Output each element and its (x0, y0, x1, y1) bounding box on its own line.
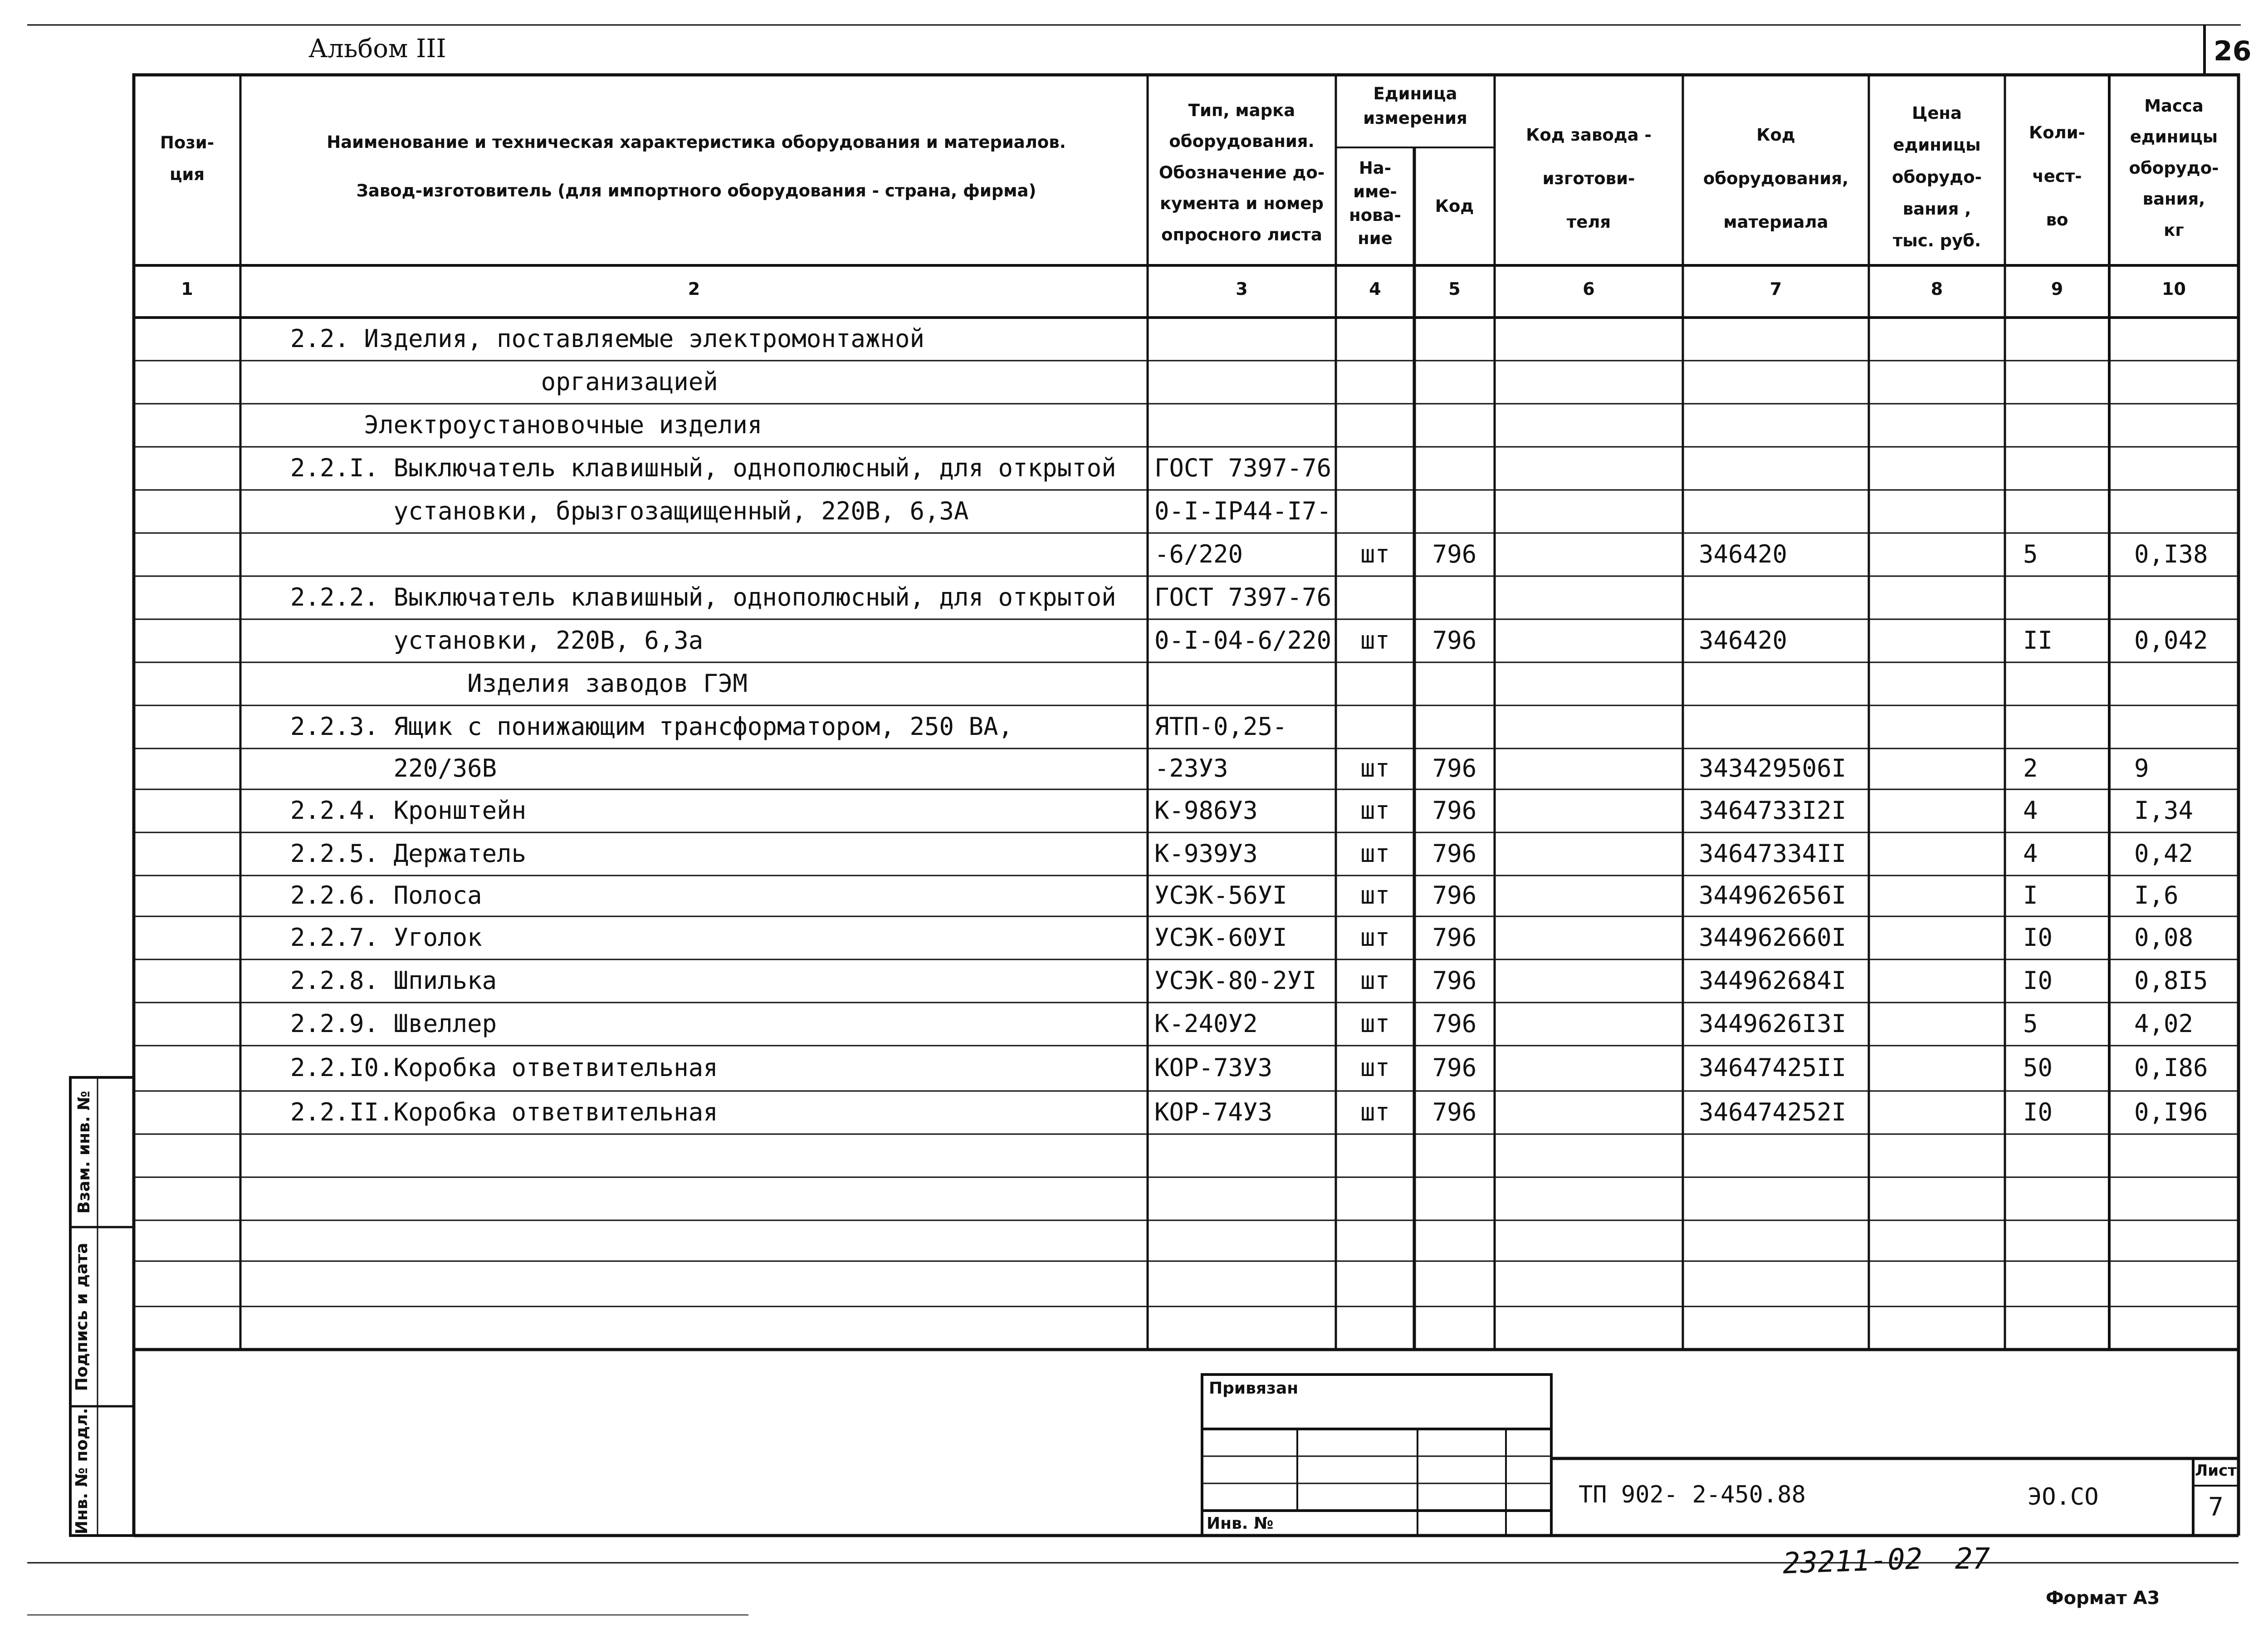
cell-name: 2.2.II.Коробка ответвительная (290, 1098, 718, 1126)
cell-code: 796 (1432, 796, 1477, 825)
colnum-9: 9 (2051, 279, 2063, 299)
header-col3: Тип, марка оборудования. Обозначение до- кумента и номер опросного листа (1158, 101, 1325, 245)
colnum-8: 8 (1931, 279, 1943, 299)
colnum-10: 10 (2162, 279, 2186, 299)
cell-code: 796 (1432, 839, 1477, 868)
doc-code: ТП 902- 2-450.88 (1579, 1481, 1806, 1508)
cell-qty: 50 (2023, 1053, 2053, 1082)
cell-name: 2.2.9. Швеллер (290, 1009, 497, 1038)
cell-type: -6/220 (1154, 540, 1243, 568)
cell-type: КОР-74УЗ (1154, 1098, 1273, 1126)
cell-type: К-939УЗ (1154, 839, 1258, 868)
cell-type: ГОСТ 7397-76 (1154, 454, 1332, 482)
cell-unit: шт (1360, 1009, 1390, 1038)
cell-unit: шт (1360, 881, 1390, 910)
cell-name: 2.2.4. Кронштейн (290, 796, 527, 825)
colnum-4: 4 (1369, 279, 1381, 299)
cell-qty: 5 (2023, 1009, 2038, 1038)
cell-qty: I0 (2023, 923, 2053, 952)
cell-name: Электроустановочные изделия (290, 411, 763, 439)
cell-type: К-240У2 (1154, 1009, 1258, 1038)
cell-unit: шт (1360, 839, 1390, 868)
cell-name: организацией (290, 367, 718, 396)
header-col2: Наименование и техническая характеристика оборудования и материалов. Завод-изготовитель (для импортного оборудования - страна, фирма) (327, 132, 1066, 201)
cell-unit: шт (1360, 923, 1390, 952)
header-col6: Код завода - изготови- теля (1526, 125, 1652, 232)
handwritten-number: 23211-02 (1782, 1542, 1923, 1581)
cell-equip: 344962684I (1699, 966, 1847, 995)
cell-type: ГОСТ 7397-76 (1154, 583, 1332, 612)
cell-qty: II (2023, 626, 2053, 655)
cell-mass: 0,8I5 (2134, 966, 2208, 995)
cell-unit: шт (1360, 1053, 1390, 1082)
format-label: Формат А3 (2046, 1588, 2160, 1609)
cell-code: 796 (1432, 881, 1477, 910)
colnum-2: 2 (688, 279, 700, 299)
cell-name: 2.2.I. Выключатель клавишный, однополюсный, для открытой (290, 454, 1116, 482)
cell-mass: 9 (2134, 754, 2149, 783)
cell-qty: 2 (2023, 754, 2038, 783)
header-col4: На- име- нова- ние (1349, 158, 1401, 249)
cell-code: 796 (1432, 754, 1477, 783)
cell-code: 796 (1432, 1098, 1477, 1126)
header-col7: Код оборудования, материала (1703, 125, 1849, 232)
cell-equip: 344962656I (1699, 881, 1847, 910)
cell-mass: I,34 (2134, 796, 2194, 825)
header-unit-group: Единица измерения (1363, 84, 1467, 128)
cell-name: 2.2.8. Шпилька (290, 966, 497, 995)
cell-code: 796 (1432, 626, 1477, 655)
cell-mass: I,6 (2134, 881, 2179, 910)
cell-type: УСЭК-56УI (1154, 881, 1287, 910)
cell-type: 0-I-IP44-I7- (1154, 497, 1332, 525)
header-col9: Коли- чест- во (2028, 123, 2086, 230)
header-col5: Код (1435, 196, 1474, 216)
cell-qty: I0 (2023, 966, 2053, 995)
cell-code: 796 (1432, 1053, 1477, 1082)
cell-qty: 5 (2023, 540, 2038, 568)
cell-equip: 3449626I3I (1699, 1009, 1847, 1038)
header-col8: Цена единицы оборудо- вания , тыс. руб. (1892, 103, 1982, 251)
cell-type: 0-I-04-6/220 (1154, 626, 1332, 655)
album-label: Альбом III (308, 34, 446, 64)
cell-type: -23УЗ (1154, 754, 1228, 783)
header-col10: Масса единицы оборудо- вания, кг (2129, 96, 2219, 240)
cell-equip: 34647334II (1699, 839, 1847, 868)
cell-equip: 346420 (1699, 626, 1788, 655)
cell-name: 2.2. Изделия, поставляемые электромонтажной (290, 324, 924, 353)
cell-qty: I (2023, 881, 2038, 910)
cell-type: УСЭК-80-2УI (1154, 966, 1317, 995)
cell-qty: 4 (2023, 796, 2038, 825)
cell-mass: 0,08 (2134, 923, 2194, 952)
cell-unit: шт (1360, 966, 1390, 995)
cell-code: 796 (1432, 1009, 1477, 1038)
cell-qty: I0 (2023, 1098, 2053, 1126)
cell-name: 2.2.2. Выключатель клавишный, однополюсный, для открытой (290, 583, 1116, 612)
cell-mass: 0,I96 (2134, 1098, 2208, 1126)
cell-type: КОР-73УЗ (1154, 1053, 1273, 1082)
side-label-inv-podl: Инв. № подл. (73, 1408, 91, 1535)
bound-label: Привязан (1209, 1379, 1299, 1398)
cell-equip: 34647425II (1699, 1053, 1847, 1082)
cell-equip: 344962660I (1699, 923, 1847, 952)
colnum-1: 1 (181, 279, 193, 299)
cell-code: 796 (1432, 540, 1477, 568)
cell-type: УСЭК-60УI (1154, 923, 1287, 952)
cell-name: 2.2.3. Ящик с понижающим трансформатором, 250 ВА, (290, 712, 1013, 741)
cell-name: Изделия заводов ГЭМ (290, 669, 748, 698)
cell-mass: 0,042 (2134, 626, 2208, 655)
colnum-5: 5 (1448, 279, 1461, 299)
cell-mass: 0,42 (2134, 839, 2194, 868)
cell-unit: шт (1360, 754, 1390, 783)
header-col1: Пози- ция (160, 133, 215, 185)
cell-unit: шт (1360, 796, 1390, 825)
page-number: 26 (2214, 35, 2252, 67)
cell-equip: 3464733I2I (1699, 796, 1847, 825)
sheet-label: Лист (2195, 1462, 2237, 1480)
cell-type: ЯТП-0,25- (1154, 712, 1287, 741)
cell-equip: 346420 (1699, 540, 1788, 568)
cell-name: 2.2.5. Держатель (290, 839, 527, 868)
handwritten-page: 27 (1955, 1542, 1990, 1576)
colnum-7: 7 (1769, 279, 1782, 299)
sheet-number: 7 (2208, 1492, 2224, 1522)
cell-unit: шт (1360, 1098, 1390, 1126)
cell-unit: шт (1360, 540, 1390, 568)
cell-code: 796 (1432, 923, 1477, 952)
colnum-3: 3 (1236, 279, 1248, 299)
cell-mass: 0,I86 (2134, 1053, 2208, 1082)
cell-mass: 0,I38 (2134, 540, 2208, 568)
cell-name: установки, 220В, 6,3а (290, 626, 704, 655)
colnum-6: 6 (1583, 279, 1595, 299)
cell-code: 796 (1432, 966, 1477, 995)
cell-equip: 346474252I (1699, 1098, 1847, 1126)
cell-name: 220/36В (290, 754, 497, 783)
side-label-podpis: Подпись и дата (73, 1243, 91, 1391)
cell-qty: 4 (2023, 839, 2038, 868)
cell-equip: 343429506I (1699, 754, 1847, 783)
cell-name: установки, брызгозащищенный, 220В, 6,3А (290, 497, 969, 525)
cell-name: 2.2.7. Уголок (290, 923, 482, 952)
cell-unit: шт (1360, 626, 1390, 655)
cell-mass: 4,02 (2134, 1009, 2194, 1038)
cell-name: 2.2.I0.Коробка ответвительная (290, 1053, 718, 1082)
cell-name: 2.2.6. Полоса (290, 881, 482, 910)
side-label-vzam: Взам. инв. № (75, 1091, 93, 1214)
cell-type: К-986УЗ (1154, 796, 1258, 825)
inv-label: Инв. № (1207, 1514, 1274, 1533)
section-code: ЭО.СО (2028, 1483, 2099, 1511)
